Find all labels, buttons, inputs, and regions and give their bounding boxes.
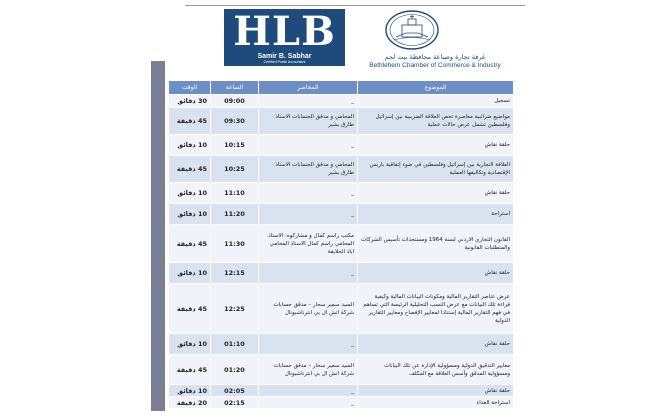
chamber-emblem-icon xyxy=(372,9,498,51)
speaker-cell: _ xyxy=(259,263,358,284)
table-header-row xyxy=(169,81,514,95)
time-cell: 10:15 xyxy=(211,135,259,156)
duration-cell: 45 دقيقة xyxy=(169,355,211,385)
chamber-name-english: Bethlehem Chamber of Commerce & Industry xyxy=(369,62,501,69)
topic-cell: العلاقة التجارية بين إسرائيل وفلسطين في ضوء إتفاقية باريس الإقتصادية وتكاليفها العملية xyxy=(358,156,514,183)
chamber-logo xyxy=(360,9,510,69)
speaker-cell: المحامي و مدقق الحسابات الاستاذ طارق بشير xyxy=(259,108,358,135)
time-cell: 01:20 xyxy=(211,355,259,385)
speaker-cell: _ xyxy=(259,95,358,108)
duration-cell: 10 دقائق xyxy=(169,263,211,284)
table-row xyxy=(169,156,514,183)
speaker-cell: السيد سمير سحار – مدقق حسابات شركة اتش ال بي انترناشيونال xyxy=(259,355,358,385)
duration-cell: 20 دقيقة xyxy=(169,397,211,409)
duration-cell: 30 دقائق xyxy=(169,95,211,108)
duration-cell: 10 دقائق xyxy=(169,204,211,225)
duration-cell: 45 دقيقة xyxy=(169,284,211,334)
topic-cell: حلقة نقاش xyxy=(358,263,514,284)
topic-cell: القانون التجاري الاردني لسنة 1964 ومستجدات تأسيس الشركات والمتطلبات القانونية xyxy=(358,225,514,263)
schedule-table xyxy=(168,80,514,409)
speaker-cell: _ xyxy=(259,204,358,225)
hlb-logo-name: Samir B. Sabhar xyxy=(257,53,312,60)
duration-cell: 45 دقيقة xyxy=(169,225,211,263)
speaker-cell: _ xyxy=(259,385,358,397)
table-row xyxy=(169,284,514,334)
time-cell: 12:15 xyxy=(211,263,259,284)
table-row xyxy=(169,355,514,385)
table-row xyxy=(169,135,514,156)
speaker-cell: _ xyxy=(259,397,358,409)
time-cell: 12:25 xyxy=(211,284,259,334)
topic-cell: حلقة نقاش xyxy=(358,385,514,397)
chamber-name-arabic: غرفة تجارة وصناعة محافظة بيت لحم xyxy=(384,53,486,61)
column-header-time: الساعة xyxy=(211,81,259,95)
column-header-duration: الوقت xyxy=(169,81,211,95)
speaker-cell: _ xyxy=(259,183,358,204)
table-row xyxy=(169,225,514,263)
table-row xyxy=(169,204,514,225)
duration-cell: 10 دقائق xyxy=(169,385,211,397)
speaker-cell: مكتب راسم كمال و مشاركوه: الاستاذ المحامي راسم كمال الاستاذ المحامي اياد الحلايقة xyxy=(259,225,358,263)
table-row xyxy=(169,397,514,409)
column-header-topic: الموضوع xyxy=(358,81,514,95)
time-cell: 01:10 xyxy=(211,334,259,355)
topic-cell: استراحة xyxy=(358,204,514,225)
column-header-speaker: المحاضر xyxy=(259,81,358,95)
time-cell: 02:15 xyxy=(211,397,259,409)
topic-cell: حلقة نقاش xyxy=(358,334,514,355)
topic-cell: حلقة نقاش xyxy=(358,135,514,156)
duration-cell: 10 دقائق xyxy=(169,183,211,204)
left-decorative-bar xyxy=(151,61,165,411)
topic-cell: تسجيل xyxy=(358,95,514,108)
table-row xyxy=(169,263,514,284)
hlb-logo xyxy=(224,9,345,66)
topic-cell: معايير التدقيق الدولية ومسؤولية الإدارة عن تلك البيانات ومسؤولية المدقق وأسس العلاقة مع المكلف xyxy=(358,355,514,385)
speaker-cell: المحامي و مدقق الحسابات الاستاذ طارق بشير xyxy=(259,156,358,183)
topic-cell: حلقة نقاش xyxy=(358,183,514,204)
duration-cell: 10 دقائق xyxy=(169,334,211,355)
table-row xyxy=(169,95,514,108)
topic-cell: استراحة الغداء xyxy=(358,397,514,409)
duration-cell: 45 دقيقة xyxy=(169,108,211,135)
speaker-cell: _ xyxy=(259,334,358,355)
table-row xyxy=(169,334,514,355)
time-cell: 09:30 xyxy=(211,108,259,135)
time-cell: 10:25 xyxy=(211,156,259,183)
hlb-logo-subtitle: Certified Public Accountant xyxy=(263,60,306,64)
time-cell: 09:00 xyxy=(211,95,259,108)
time-cell: 11:10 xyxy=(211,183,259,204)
speaker-cell: السيد سمير سحار – مدقق حسابات شركة اتش ال بي انترناشيونال xyxy=(259,284,358,334)
table-row xyxy=(169,183,514,204)
topic-cell: عرض عناصر التقارير المالية ومكونات البيانات المالية وكيفية قراءة تلك البيانات مع عرض النسب التحليلية الرئيسة التي تساهم في فهم التقارير المالية إستنادا لمعايير الإفصاح ومعايير التقارير الدولية xyxy=(358,284,514,334)
time-cell: 11:20 xyxy=(211,204,259,225)
table-row xyxy=(169,385,514,397)
speaker-cell: _ xyxy=(259,135,358,156)
time-cell: 11:30 xyxy=(211,225,259,263)
table-row xyxy=(169,108,514,135)
time-cell: 02:05 xyxy=(211,385,259,397)
duration-cell: 45 دقيقة xyxy=(169,156,211,183)
duration-cell: 10 دقائق xyxy=(169,135,211,156)
top-divider xyxy=(185,5,525,6)
topic-cell: مواضيع ضرائبية معاصرة تخص العلاقة الضريبية بين إسرائيل وفلسطين تشمل عرض حالات عملية xyxy=(358,108,514,135)
hlb-logo-mark: HLB xyxy=(233,8,336,55)
